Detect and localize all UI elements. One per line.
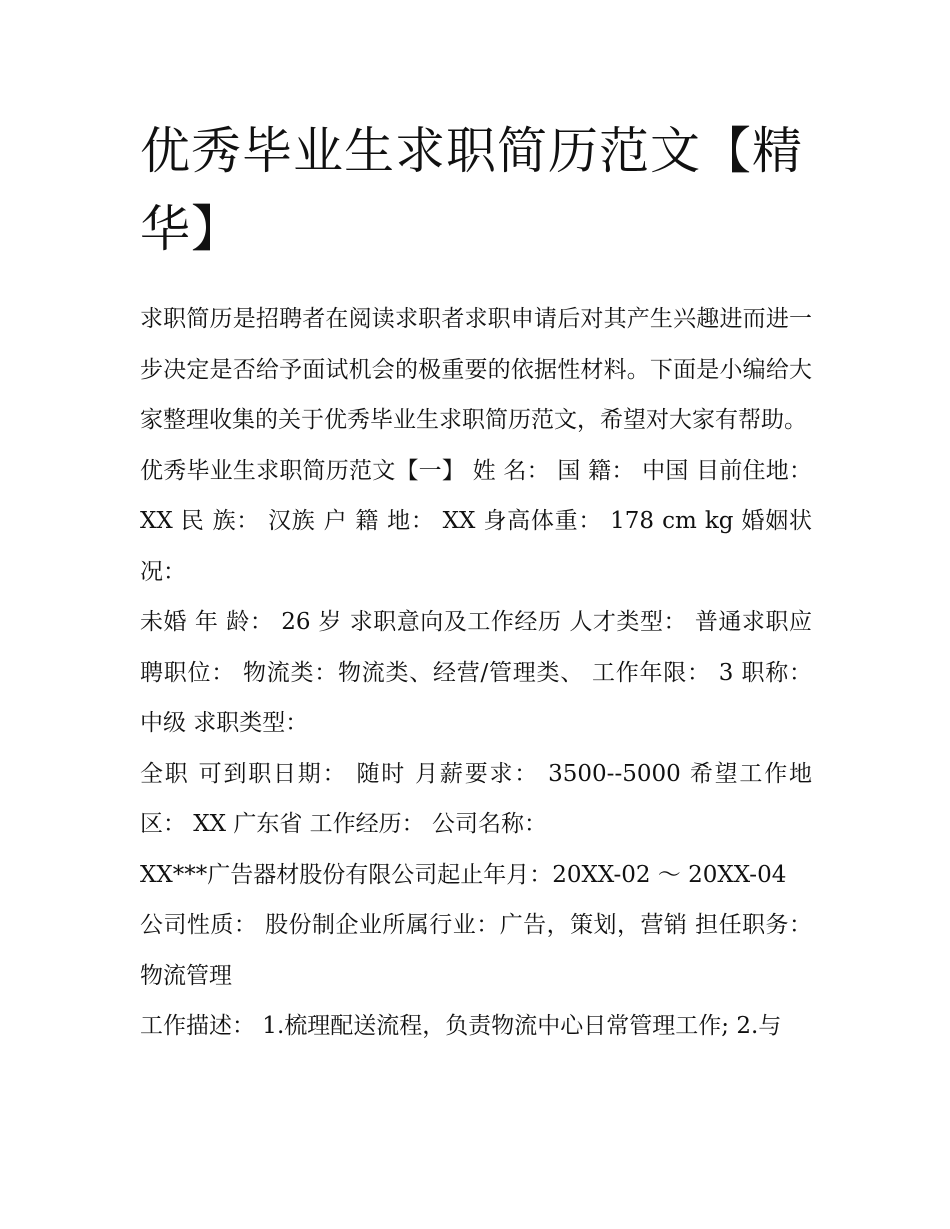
resume-company-nature-paragraph: 公司性质： 股份制企业所属行业：广告，策划，营销 担任职务： 物流管理	[140, 912, 812, 989]
resume-job-intention-paragraph: 未婚 年 龄： 26 岁 求职意向及工作经历 人才类型： 普通求职应聘职位： 物流类：物流类、经营/管理类、 工作年限： 3 职称： 中级 求职类型：	[140, 609, 812, 736]
resume-company-period-paragraph: XX***广告器材股份有限公司起止年月：20XX-02 ～ 20XX-04	[140, 861, 787, 888]
document-body	[140, 112, 812, 1052]
intro-paragraph: 求职简历是招聘者在阅读求职者求职申请后对其产生兴趣进而进一步决定是否给予面试机会的极重要的依据性材料。下面是小编给大家整理收集的关于优秀毕业生求职简历范文，希望对大家有帮助。	[140, 306, 812, 433]
resume-personal-info-paragraph: 优秀毕业生求职简历范文【一】 姓 名： 国 籍： 中国 目前住地： XX 民 族： 汉族 户 籍 地： XX 身高体重： 178 cm kg 婚姻状况：	[140, 457, 812, 585]
resume-job-description-paragraph: 工作描述： 1.梳理配送流程，负责物流中心日常管理工作; 2.与	[140, 1013, 782, 1039]
document-title: 优秀毕业生求职简历范文【精华】	[140, 122, 803, 258]
resume-salary-location-paragraph: 全职 可到职日期： 随时 月薪要求： 3500--5000 希望工作地区： XX 广东省 工作经历： 公司名称：	[140, 760, 812, 837]
